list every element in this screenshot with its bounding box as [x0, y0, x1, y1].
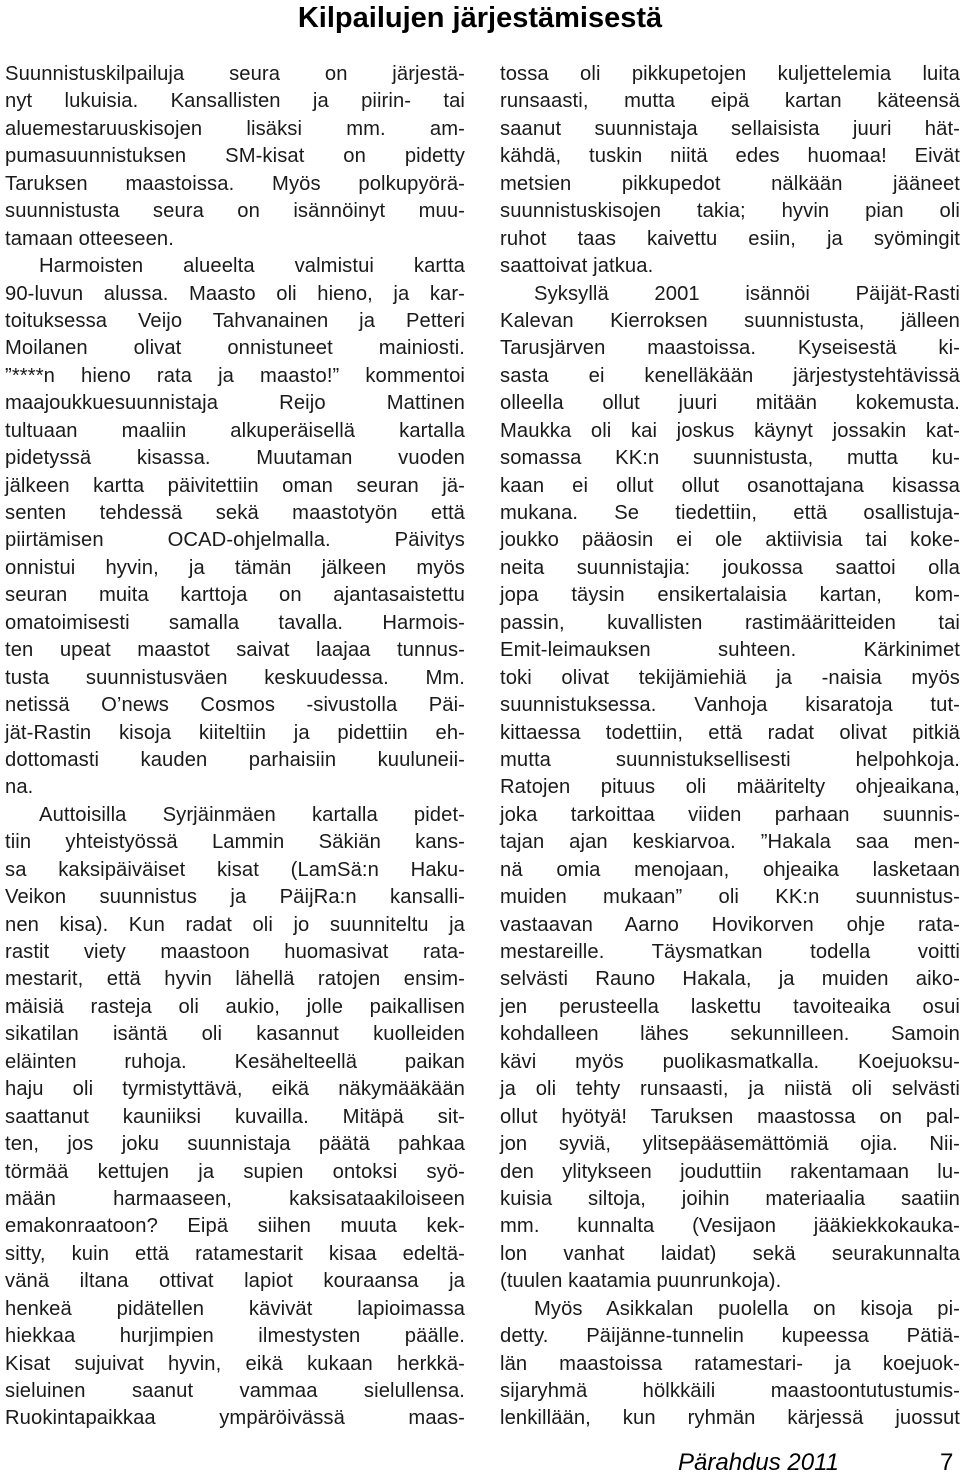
text-line: Suunnistuskilpailuja seura on järjestä- — [5, 63, 465, 85]
text-line: Taruksen maastoissa. Myös polkupyörä- — [5, 172, 465, 195]
text-line: Ratojen pituus oli määritelty ohjeaikana, — [500, 776, 960, 799]
text-line: mutta suunnistuksellisesti helpohkoja. — [500, 748, 960, 771]
text-line: Veikon suunnistus ja PäijRa:n kansalli- — [5, 886, 465, 909]
text-line: jen perusteella laskettu tavoiteaika osui — [500, 995, 960, 1018]
text-line: lon vanhat laidat) sekä seurakunnalta — [500, 1242, 960, 1265]
text-line: ”****n hieno rata ja maasto!” kommentoi — [5, 364, 465, 387]
text-line: saanut suunnistaja sellaisista juuri hät- — [500, 117, 960, 140]
text-line: joka tarkoittaa viiden parhaan suunnis- — [500, 803, 960, 826]
text-line: saattoivat jatkua. — [500, 255, 654, 278]
text-line: joukko pääosin ei ole aktiivisia tai koke- — [500, 529, 960, 552]
text-line: suunnistusta seura on isännöinyt muu- — [5, 200, 465, 223]
text-line: na. — [5, 776, 34, 799]
text-line: olleella ollut juuri mitään kokemusta. — [500, 392, 960, 415]
text-line: netissä O’news Cosmos -sivustolla Päi- — [5, 694, 465, 717]
text-line: sa kaksipäiväiset kisat (LamSä:n Haku- — [5, 858, 465, 881]
text-line: tultuaan maaliin alkuperäisellä kartalla — [5, 419, 465, 442]
text-line: lenkillään, kun ryhmän kärjessä juossut — [500, 1407, 960, 1430]
text-line: passin, kuvallisten rastimääritteiden tai — [500, 611, 960, 634]
text-line: neita suunnistajia: joukossa saattoi olla — [500, 556, 960, 579]
text-line: 90-luvun alussa. Maasto oli hieno, ja kar- — [5, 282, 465, 305]
text-line: selvästi Rauno Hakala, ja muiden aiko- — [500, 968, 960, 991]
text-line: tajan ajan keskiarvoa. ”Hakala saa men- — [500, 831, 960, 854]
text-line: Kisat sujuivat hyvin, eikä kukaan herkkä- — [5, 1352, 465, 1375]
text-line: detty. Päijänne-tunnelin kupeessa Pätiä- — [500, 1325, 960, 1348]
text-line: Kalevan Kierroksen suunnistusta, jälleen — [500, 309, 960, 332]
text-line: mukana. Se tiedettiin, että osallistuja- — [500, 502, 960, 524]
text-line: jon syviä, ylitsepääsemättömiä ojia. Nii- — [500, 1133, 960, 1156]
text-line: Ruokintapaikkaa ympäröivässä maas- — [5, 1407, 465, 1430]
text-line: henkeä pidätellen kävivät lapioimassa — [5, 1297, 465, 1320]
text-line: toituksessa Veijo Tahvanainen ja Petteri — [5, 309, 465, 332]
text-line: törmää kettujen ja supien ontoksi syö- — [5, 1160, 465, 1183]
text-line: tiin yhteistyössä Lammin Säkiän kans- — [5, 831, 465, 854]
text-line: piirtämisen OCAD-ohjelmalla. Päivitys — [5, 529, 465, 552]
text-line: ten, jos joku suunnistaja päätä pahkaa — [5, 1133, 465, 1156]
text-line: Emit-leimauksen suhteen. Kärkinimet — [500, 639, 960, 662]
text-line: nen kisa). Kun radat oli jo suunniteltu ja — [5, 913, 465, 936]
text-line: suunnistuskisojen takia; hyvin pian oli — [500, 200, 960, 223]
text-line: ollut hyötyä! Taruksen maastossa on pal- — [500, 1105, 960, 1128]
text-line: kaan ei ollut ollut osanottajana kisassa — [500, 474, 960, 497]
text-line: mestareille. Täysmatkan todella voitti — [500, 941, 960, 963]
text-line: vastaavan Aarno Hovikorven ohje rata- — [500, 913, 960, 936]
text-line: Harmoisten alueelta valmistui kartta — [39, 255, 465, 278]
text-line: kävi myös puolikasmatkalla. Koejuoksu- — [500, 1050, 960, 1073]
text-line: nä omia menojaan, ohjeaika lasketaan — [500, 858, 960, 881]
text-line: jät-Rastin kisoja kiiteltiin ja pidettiin eh- — [5, 721, 465, 744]
text-line: kähdä, tuskin niitä edes huomaa! Eivät — [500, 145, 960, 168]
text-line: senten tehdessä sekä maastotyön että — [5, 502, 465, 524]
text-line: hiekkaa hurjimpien ilmestysten päälle. — [5, 1325, 465, 1348]
text-line: maajoukkuesuunnistaja Reijo Mattinen — [5, 392, 465, 415]
text-line: eläinten ruhoja. Kesähelteellä paikan — [5, 1050, 465, 1073]
text-line: Syksyllä 2001 isännöi Päijät-Rasti — [534, 282, 960, 305]
text-line: somassa KK:n suunnistusta, mutta ku- — [500, 447, 960, 470]
text-line: vänä iltana ottivat lapiot kouraansa ja — [5, 1270, 465, 1293]
text-line: mestarit, että hyvin lähellä ratojen ensim- — [5, 968, 465, 991]
text-line: saattanut kauniiksi kuvailla. Mitäpä sit- — [5, 1105, 465, 1128]
footer-publication: Pärahdus 2011 — [678, 1449, 840, 1476]
text-line: pumasuunnistuksen SM-kisat on pidetty — [5, 145, 465, 168]
text-line: kohdalleen lähes sekunnilleen. Samoin — [500, 1023, 960, 1046]
text-line: den ylitykseen jouduttiin rakentamaan lu- — [500, 1160, 960, 1183]
text-line: tusta suunnistusväen keskuudessa. Mm. — [5, 666, 465, 689]
text-line: omatoimisesti samalla tavalla. Harmois- — [5, 611, 465, 634]
text-line: mäisiä rasteja oli aukio, jolle paikallisen — [5, 995, 465, 1018]
text-line: ja oli tehty runsaasti, ja niistä oli selvästi — [500, 1078, 960, 1101]
text-line: (tuulen kaatamia puunrunkoja). — [500, 1270, 782, 1293]
text-line: suunnistuksessa. Vanhoja kisaratoja tut- — [500, 694, 960, 717]
text-line: muiden mukaan” oli KK:n suunnistus- — [500, 886, 960, 909]
text-line: dottomasti kauden parhaisiin kuuluneii- — [5, 748, 465, 771]
text-line: ten upeat maastot saivat laajaa tunnus- — [5, 639, 465, 662]
text-line: Maukka oli kai joskus käynyt jossakin kat- — [500, 419, 960, 442]
text-line: jopa täysin ensikertalaisia kartan, kom- — [500, 584, 960, 607]
text-line: runsaasti, mutta eipä kartan käteensä — [500, 90, 960, 113]
text-line: tamaan otteeseen. — [5, 227, 174, 250]
text-line: kittaessa todettiin, että radat olivat pitkiä — [500, 721, 960, 744]
text-line: mm. kunnalta (Vesijaon jääkiekkokauka- — [500, 1215, 960, 1238]
text-line: pidetyssä kisassa. Muutaman vuoden — [5, 447, 465, 470]
text-line: Myös Asikkalan puolella on kisoja pi- — [534, 1297, 960, 1320]
text-line: kuisia siltoja, joihin materiaalia saatiin — [500, 1187, 960, 1210]
text-line: sijaryhmä hölkkäili maastoontutustumis- — [500, 1380, 960, 1402]
text-line: seuran muita karttoja on ajantasaistettu — [5, 584, 465, 607]
text-line: sasta ei kenelläkään järjestystehtävissä — [500, 364, 960, 387]
text-line: Auttoisilla Syrjäinmäen kartalla pidet- — [39, 803, 465, 826]
text-line: emakonraatoon? Eipä siihen muuta kek- — [5, 1215, 465, 1238]
text-line: sieluinen saanut vammaa sielullensa. — [5, 1380, 465, 1402]
text-line: län maastoissa ratamestari- ja koejuok- — [500, 1352, 960, 1375]
page-title: Kilpailujen järjestämisestä — [297, 2, 663, 34]
text-line: rastit viety maastoon huomasivat rata- — [5, 941, 465, 963]
article-column-right — [500, 61, 960, 1433]
text-line: ruhot taas kaivettu esiin, ja syömingit — [500, 227, 960, 250]
text-line: jälkeen kartta päivitettiin oman seuran jä- — [5, 474, 465, 497]
text-line: Tarusjärven maastoissa. Kyseisestä ki- — [500, 337, 960, 360]
text-line: haju oli tyrmistyttävä, eikä näkymääkään — [5, 1078, 465, 1101]
text-line: metsien pikkupedot nälkään jääneet — [500, 172, 960, 195]
text-line: onnistui hyvin, ja tämän jälkeen myös — [5, 556, 465, 579]
article-column-left — [5, 61, 465, 1433]
text-line: tossa oli pikkupetojen kuljettelemia luita — [500, 63, 960, 85]
footer-page-number: 7 — [940, 1449, 954, 1476]
text-line: nyt lukuisia. Kansallisten ja piirin- tai — [5, 90, 465, 113]
text-line: sitty, kuin että ratamestarit kisaa edeltä- — [5, 1242, 465, 1265]
text-line: Moilanen olivat onnistuneet mainiosti. — [5, 337, 465, 360]
text-line: mään harmaaseen, kaksisataakiloiseen — [5, 1187, 465, 1210]
text-line: toki olivat tekijämiehiä ja -naisia myös — [500, 666, 960, 689]
text-line: sikatilan isäntä oli kasannut kuolleiden — [5, 1023, 465, 1046]
text-line: aluemestaruuskisojen lisäksi mm. am- — [5, 117, 465, 140]
